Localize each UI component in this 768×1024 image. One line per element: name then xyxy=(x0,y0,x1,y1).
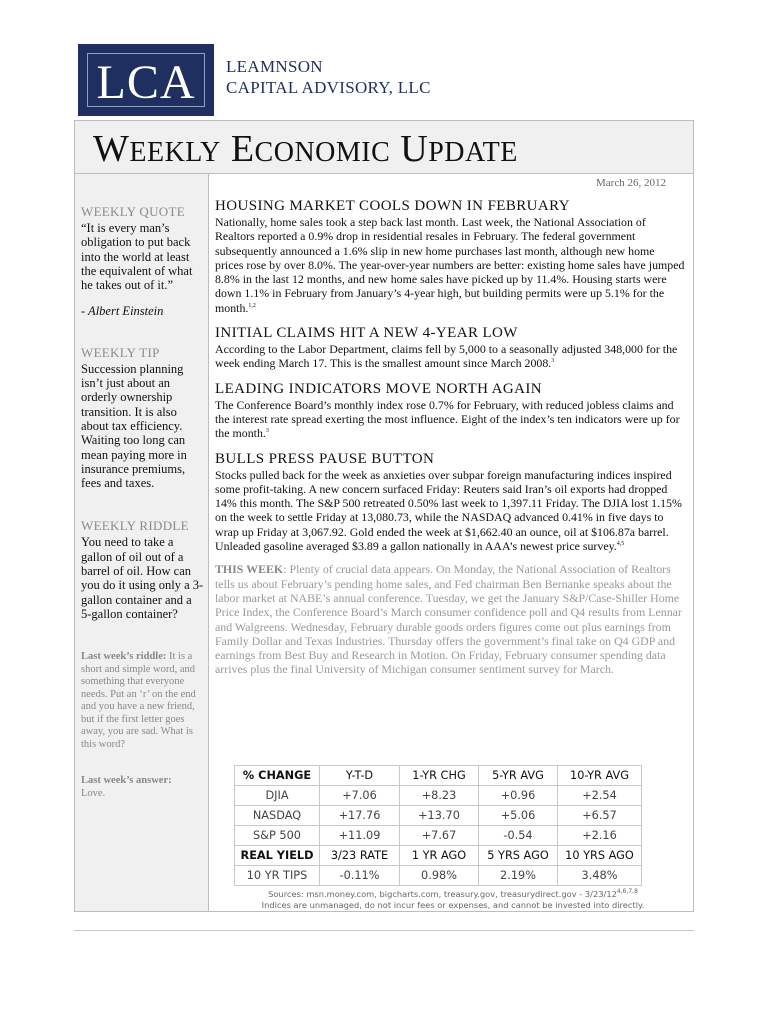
table-header-cell: 3/23 RATE xyxy=(320,846,400,866)
table-header-cell: % CHANGE xyxy=(235,766,320,786)
table-header-row xyxy=(235,766,642,786)
table-header-cell: 10-YR AVG xyxy=(558,766,642,786)
article-heading: LEADING INDICATORS MOVE NORTH AGAIN xyxy=(215,380,542,397)
logo-text: LCA xyxy=(96,56,196,109)
company-logo xyxy=(78,44,214,116)
last-answer-text: Love. xyxy=(81,787,106,799)
last-riddle-text: It is a short and simple word, and something that everyone needs. Put an ‘r’ on the end and you have a new friend, but if the first letter goes away, you are sad. What is this word? xyxy=(81,651,196,750)
table-header-cell: Y-T-D xyxy=(320,766,400,786)
table-cell: DJIA xyxy=(235,786,320,806)
table-cell: +7.67 xyxy=(400,826,479,846)
table-cell: +2.16 xyxy=(558,826,642,846)
weekly-quote-heading: WEEKLY QUOTE xyxy=(81,204,185,219)
table-row xyxy=(235,866,642,886)
table-cell: NASDAQ xyxy=(235,806,320,826)
table-cell: -0.54 xyxy=(479,826,558,846)
footnote: 4,6,7,8 xyxy=(616,888,638,896)
table-cell: 3.48% xyxy=(558,866,642,886)
page-title: WEEKLY ECONOMIC UPDATE xyxy=(93,128,518,170)
weekly-riddle-heading: WEEKLY RIDDLE xyxy=(81,518,189,534)
weekly-tip-heading: WEEKLY TIP xyxy=(81,344,160,360)
last-riddle xyxy=(81,651,205,751)
table-header-cell: 1-YR CHG xyxy=(400,766,479,786)
sidebar xyxy=(75,174,209,911)
table-row xyxy=(235,786,642,806)
footnote: 1,2 xyxy=(248,302,256,309)
table-header-row xyxy=(235,846,642,866)
table-cell: +11.09 xyxy=(320,826,400,846)
article-body: Stocks pulled back for the week as anxieties over subpar foreign manufacturing indices inspired some profit-taking. A new concern surfaced Friday: Reuters said Iran’s oil exports had dropped 14% this month. The S&P 500 retreated 0.50% last week to 1,397.11 Friday. The DJIA lost 1.15% on the week to settle Friday at 13,080.73, while the NASDAQ advanced 0.41% in five days to wrap up Friday at 3,067.92. Gold ended the week at $1,662.40 an ounce, oil at $106.87a barrel. Unleaded gasoline averaged $3.89 a gallon nationally in AAA’s newest price survey.$^{4,5}$ xyxy=(215,467,682,554)
table-cell: S&P 500 xyxy=(235,826,320,846)
table-cell: +2.54 xyxy=(558,786,642,806)
table-cell: +7.06 xyxy=(320,786,400,806)
table-header-cell: REAL YIELD xyxy=(235,846,320,866)
table-row xyxy=(235,806,642,826)
firm-name xyxy=(226,56,431,98)
last-answer xyxy=(81,775,205,800)
letterhead xyxy=(78,44,458,116)
table-cell: 2.19% xyxy=(479,866,558,886)
this-week-section xyxy=(215,562,685,676)
table-header-cell: 5-YR AVG xyxy=(479,766,558,786)
table-header-cell: 1 YR AGO xyxy=(400,846,479,866)
table-header-cell: 5 YRS AGO xyxy=(479,846,558,866)
firm-name-line1: LEAMNSON xyxy=(226,57,323,76)
article-body: According to the Labor Department, claims fell by 5,000 to a seasonally adjusted 348,000 for the week ending March 17. This is the smallest amount since March 2008.$^3$ xyxy=(215,342,678,371)
table-header-cell: 10 YRS AGO xyxy=(558,846,642,866)
table-cell: +0.96 xyxy=(479,786,558,806)
article-body: The Conference Board’s monthly index rose 0.7% for February, with reduced jobless claims and the interest rate spread exerting the most influence. Eight of the index’s ten indicators were up for the month.$^3$ xyxy=(215,397,680,441)
table-cell: 0.98% xyxy=(400,866,479,886)
footnote: 3 xyxy=(265,428,269,435)
issue-date: March 26, 2012 xyxy=(596,177,666,189)
footnote: 4,5 xyxy=(616,541,625,548)
weekly-riddle-text: You need to take a gallon of oil out of a barrel of oil. How can you do it using only a 3-gallon container and a 5-gallon container? xyxy=(81,535,204,621)
table-row xyxy=(235,826,642,846)
table-cell: +6.57 xyxy=(558,806,642,826)
table-cell: +17.76 xyxy=(320,806,400,826)
weekly-quote-text: “It is every man’s obligation to put back into the world at least the equivalent of what he takes out of it.” xyxy=(81,221,193,293)
table-cell: -0.11% xyxy=(320,866,400,886)
disclaimer-line: Indices are unmanaged, do not incur fees or expenses, and cannot be invested into directly. xyxy=(261,899,645,910)
market-data-table xyxy=(234,765,642,886)
last-riddle-label: Last week’s riddle: xyxy=(81,651,167,663)
weekly-tip-text: Succession planning isn’t just about an orderly ownership transition. It is also about tax efficiency. Waiting too long can mean paying more in insurance premiums, fees and taxes. xyxy=(81,361,187,491)
sources-note xyxy=(215,889,691,910)
main-content xyxy=(215,197,685,677)
this-week-text: : Plenty of crucial data appears. On Monday, the National Association of Realtors tells us about February’s pending home sales, and Fed chairman Ben Bernanke speaks about the labor market at NABE’s annual conference. Tuesday, we get the January S&P/Case-Shiller Home Price Index, the Conference Board’s March consumer confidence poll and Q4 results from Lennar and Walgreens. Wednesday, February durable goods orders figures come out plus earnings from Family Dollar and Texas Industries. Thursday offers the government’s final take on Q4 GDP and earnings from Best Buy and Research in Motion. On Friday, February consumer spending data arrives plus the final University of Michigan consumer sentiment survey for March. xyxy=(215,562,682,677)
footnote: 3 xyxy=(551,358,555,365)
table-cell: +13.70 xyxy=(400,806,479,826)
article-heading: HOUSING MARKET COOLS DOWN IN FEBRUARY xyxy=(215,198,570,214)
bottom-divider xyxy=(74,930,694,931)
this-week-label: THIS WEEK xyxy=(215,562,284,577)
title-bar xyxy=(75,121,693,174)
article-body: Nationally, home sales took a step back last month. Last week, the National Association of Realtors reported a 0.9% drop in residential resales in February. The federal government subsequently announced a 1.6% slip in new home purchases last month, although new home prices rose by over 8.0%. The year-over-year numbers are better: existing home sales have jumped 8.8% in the last 12 months, and new home sales have picked up by 11.4%. Housing starts were down 1.1% in February from January’s 4-year high, but building permits were up 5.1% for the month.$^{1,2}$ xyxy=(215,215,685,315)
table-cell: +8.23 xyxy=(400,786,479,806)
sources-line: Sources: msn.money.com, bigcharts.com, treasury.gov, treasurydirect.gov - 3/23/12$^{4,6,7,8}$ xyxy=(268,888,638,899)
article-heading: BULLS PRESS PAUSE BUTTON xyxy=(215,450,435,467)
last-answer-label: Last week’s answer: xyxy=(81,775,172,787)
table-cell: 10 YR TIPS xyxy=(235,866,320,886)
quote-author: - Albert Einstein xyxy=(81,304,164,319)
firm-name-line2: CAPITAL ADVISORY, LLC xyxy=(226,78,431,97)
article-heading: INITIAL CLAIMS HIT A NEW 4-YEAR LOW xyxy=(215,325,518,342)
table-cell: +5.06 xyxy=(479,806,558,826)
